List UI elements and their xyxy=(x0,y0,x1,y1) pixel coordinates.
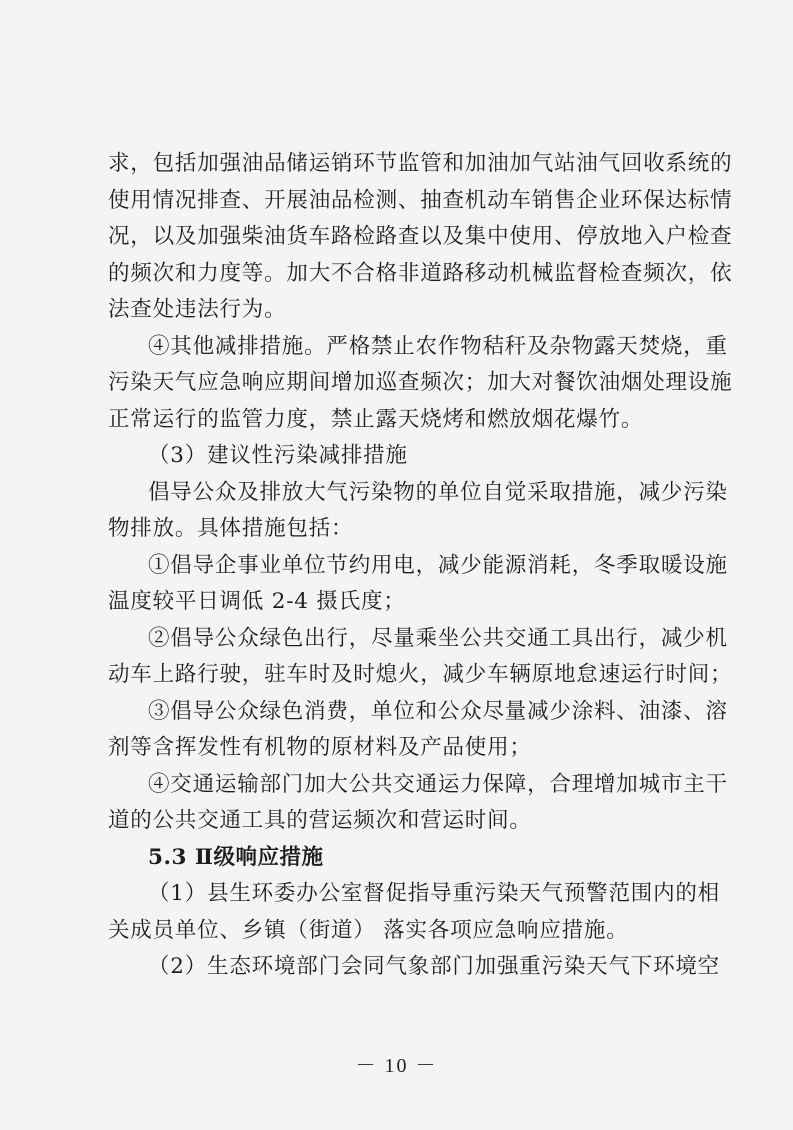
text-line: 倡导公众及排放大气污染物的单位自觉采取措施，减少污染 xyxy=(148,479,728,505)
text-line: 法查处违法行为。 xyxy=(108,297,287,322)
text-line: 关成员单位、乡镇（街道） 落实各项应急响应措施。 xyxy=(108,917,629,943)
text-line: 求，包括加强油品储运销环节监管和加油加气站油气回收系统的 xyxy=(108,151,733,176)
text-line: 的频次和力度等。加大不合格非道路移动机械监督检查频次，依 xyxy=(108,260,733,286)
text-line: （1）县生环委办公室督促指导重污染天气预警范围内的相 xyxy=(148,881,720,906)
text-line: （2）生态环境部门会同气象部门加强重污染天气下环境空 xyxy=(148,954,720,979)
text-line: 况，以及加强柴油货车路检路查以及集中使用、停放地入户检查 xyxy=(108,224,733,249)
text-line: 使用情况排查、开展油品检测、抽查机动车销售企业环保达标情 xyxy=(108,187,733,213)
text-line: ①倡导企事业单位节约用电，减少能源消耗，冬季取暖设施 xyxy=(148,552,728,578)
body-text xyxy=(108,146,733,986)
text-line: ②倡导公众绿色出行，尽量乘坐公共交通工具出行，减少机 xyxy=(148,625,728,651)
text-line: 正常运行的监管力度，禁止露天烧烤和燃放烟花爆竹。 xyxy=(108,406,644,432)
section-heading: 5.3 Ⅱ级响应措施 xyxy=(148,844,324,870)
text-line: 污染天气应急响应期间增加巡查频次；加大对餐饮油烟处理设施 xyxy=(108,370,733,395)
text-line: 温度较平日调低 2-4 摄氏度； xyxy=(108,589,406,614)
text-line: 动车上路行驶，驻车时及时熄火，减少车辆原地怠速运行时间； xyxy=(108,662,733,687)
text-line: 剂等含挥发性有机物的原材料及产品使用； xyxy=(108,735,532,760)
page-number: － 10 － xyxy=(355,1055,438,1077)
text-line: ④其他减排措施。严格禁止农作物秸秆及杂物露天焚烧，重 xyxy=(148,333,728,359)
text-line: 物排放。具体措施包括： xyxy=(108,516,354,541)
text-line: ③倡导公众绿色消费，单位和公众尽量减少涂料、油漆、溶 xyxy=(148,698,728,724)
text-line: ④交通运输部门加大公共交通运力保障，合理增加城市主干 xyxy=(148,771,728,797)
text-line: 道的公共交通工具的营运频次和营运时间。 xyxy=(108,808,532,833)
subsection-heading: （3）建议性污染减排措施 xyxy=(148,443,408,468)
